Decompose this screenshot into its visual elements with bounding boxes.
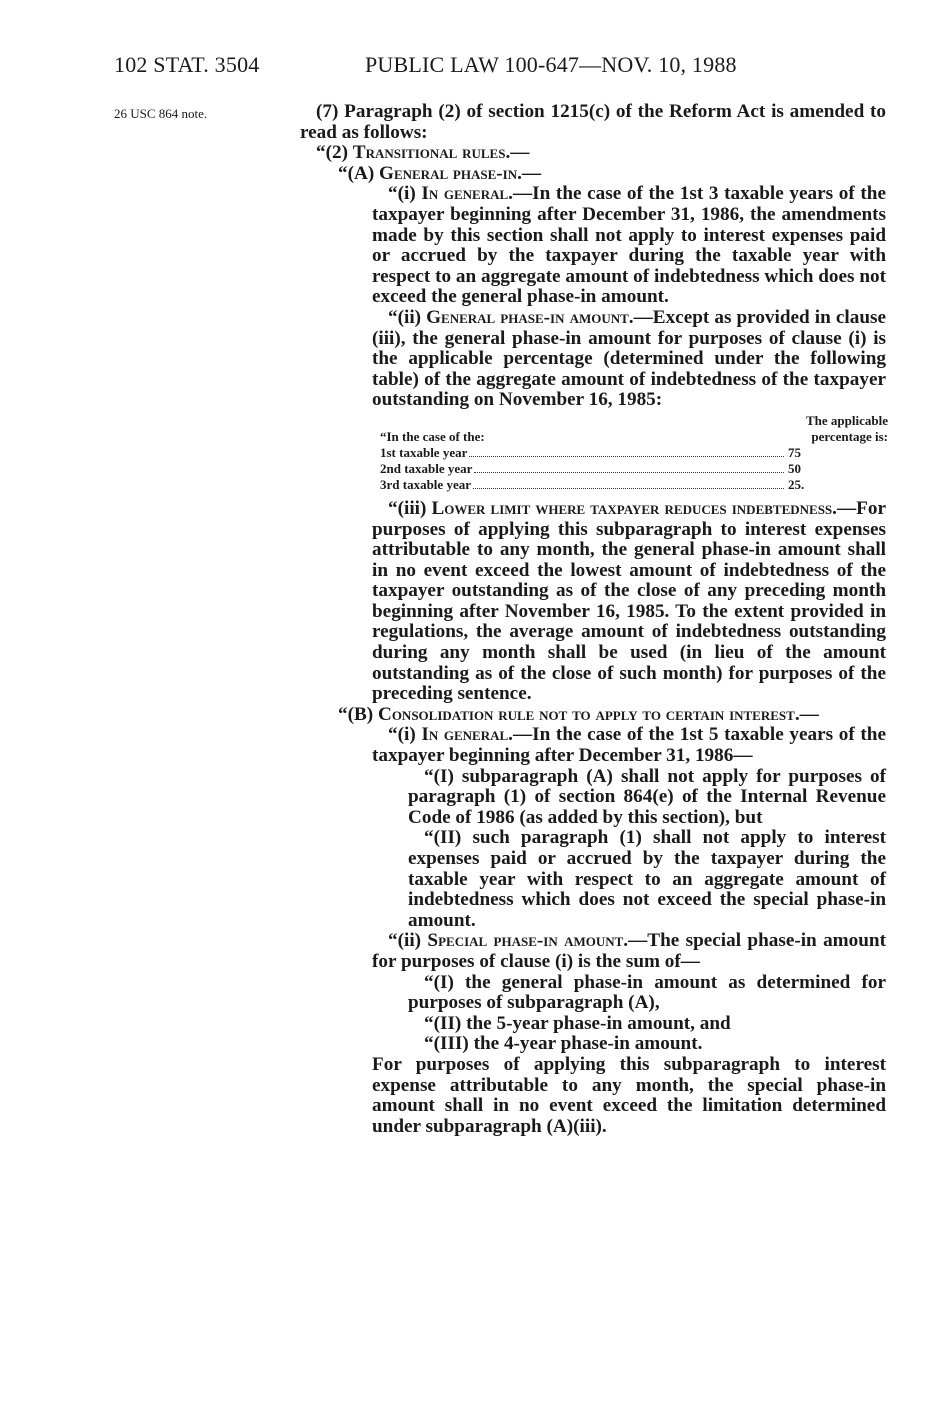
subclause-b-ii-III: “(III) the 4-year phase-in amount.	[424, 1033, 703, 1055]
subclause-b-ii-II: “(II) the 5-year phase-in amount, and	[424, 1012, 731, 1034]
section-b-ii-subclauses	[300, 973, 886, 1055]
table-header-left: “In the case of the:	[380, 428, 485, 444]
section-b-ii	[300, 931, 886, 972]
subclause-b-ii-I: “(I) the general phase-in amount as determined for purposes of subparagraph (A),	[408, 971, 886, 1014]
page-header-stat: 102 STAT. 3504	[114, 52, 260, 77]
table-header-right-1: The applicable	[806, 412, 888, 428]
closing-paragraph	[300, 1055, 886, 1137]
table-row-label: 3rd taxable year	[380, 476, 471, 492]
table-row	[380, 461, 888, 477]
margin-note: 26 USC 864 note.	[114, 106, 208, 121]
clause-b-ii: “(ii) Special phase-in amount.—The special phase-in amount for purposes of clause (i) is the sum of—	[372, 930, 886, 972]
closing-text: For purposes of applying this subparagraph to interest expense attributable to any month, the special phase-in amount shall in no event exceed the limitation determined under subparagraph (A)(iii).	[372, 1053, 886, 1137]
clause-a-i: “(i) In general.—In the case of the 1st 3 taxable years of the taxpayer beginning after December 31, 1986, the amendments made by this section shall not apply to interest expenses paid or accrued by the taxpayer during the taxable year with respect to an aggregate amount of indebtedness which does not exceed the general phase-in amount.	[372, 183, 886, 308]
heading-b-consolidation-rule: “(B) Consolidation rule not to apply to certain interest.—	[338, 703, 819, 725]
clause-b-i: “(i) In general.—In the case of the 1st 5 taxable years of the taxpayer beginning after December 31, 1986—	[372, 724, 886, 767]
table-row-value: 25.	[788, 476, 805, 492]
section-a	[300, 184, 886, 411]
table-row	[380, 445, 888, 461]
table-row-value: 75	[788, 444, 801, 460]
clause-a-iii: “(iii) Lower limit where taxpayer reduces indebtedness.—For purposes of applying this subparagraph to interest expenses attributable to any month, the general phase-in amount shall in no event exceed the lowest amount of indebtedness of the taxpayer outstanding as of the close of any preceding month beginning after November 16, 1985. To the extent provided in regulations, the average amount of indebtedness outstanding during any month shall be used (in lieu of the amount outstanding as of the close of such month) for purposes of the preceding sentence.	[372, 497, 886, 705]
heading-2-transitional-rules: “(2) Transitional rules.—	[316, 142, 530, 164]
page-header-law: PUBLIC LAW 100-647—NOV. 10, 1988	[365, 52, 737, 77]
clause-a-ii: “(ii) General phase-in amount.—Except as provided in clause (iii), the general phase-in amount for purposes of clause (i) is the applicable percentage (determined under the following table) of the aggregate amount of indebtedness of the taxpayer outstanding on November 16, 1985:	[372, 306, 886, 411]
percentage-table	[380, 413, 888, 493]
table-row-label: 1st taxable year	[380, 444, 468, 460]
subclause-b-i-I: “(I) subparagraph (A) shall not apply for purposes of paragraph (1) of section 864(e) of the Internal Revenue Code of 1986 (as added by this section), but	[408, 765, 886, 828]
subclause-b-i-II: “(II) such paragraph (1) shall not apply to interest expenses paid or accrued by the taxpayer during the taxable year with respect to an aggregate amount of indebtedness which does not exceed the special phase-in amount.	[408, 827, 886, 931]
section-b-i	[300, 725, 886, 766]
heading-a-general-phase-in: “(A) General phase-in.—	[338, 162, 542, 184]
section-b-i-subclauses	[300, 767, 886, 932]
section-a-iii	[300, 499, 886, 705]
table-row	[380, 477, 888, 493]
paragraph-7: (7) Paragraph (2) of section 1215(c) of the Reform Act is amended to read as follows:	[300, 101, 886, 143]
table-header-right-2: percentage is:	[811, 428, 888, 444]
table-row-label: 2nd taxable year	[380, 460, 473, 476]
document-body	[300, 102, 886, 1137]
table-row-value: 50	[788, 460, 801, 476]
